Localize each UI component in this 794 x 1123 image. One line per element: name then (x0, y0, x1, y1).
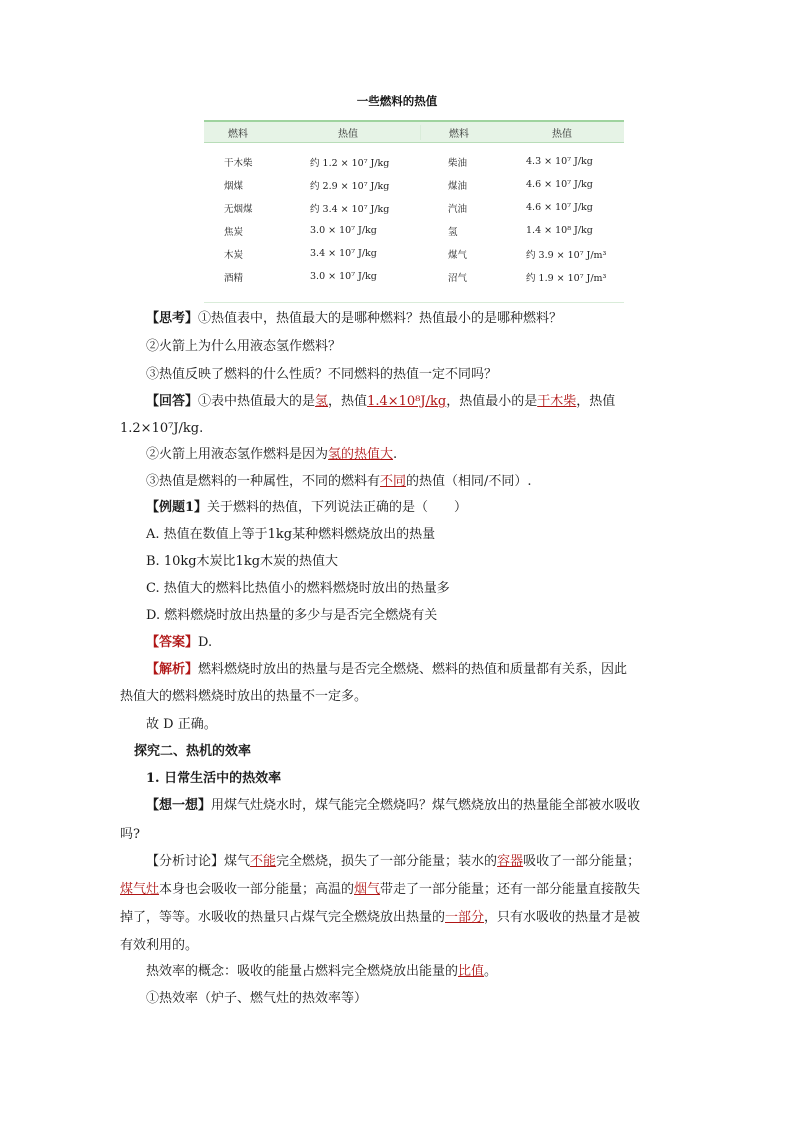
table-cell: 4.6 × 10⁷ J/kg (526, 179, 593, 190)
table-body (204, 143, 624, 302)
efficiency-concept: 热效率的概念：吸收的能量占燃料完全燃烧放出能量的比值。 (146, 964, 498, 979)
answer-label: 【回答】 (146, 394, 199, 409)
explanation-tag: 【解析】 (146, 662, 199, 677)
table-cell: 干木柴 (224, 157, 253, 169)
blank-answer: 氢 (315, 394, 329, 409)
header-fuel: 燃料 (228, 128, 248, 140)
example-label: 【例题1】 (146, 500, 208, 515)
think-question-1: 【思考】①热值表中，热值最大的是哪种燃料？热值最小的是哪种燃料？ (146, 311, 563, 326)
table-cell: 4.6 × 10⁷ J/kg (526, 202, 593, 213)
blank-answer: 比值 (458, 964, 485, 979)
table-cell: 约 1.2 × 10⁷ J/kg (310, 157, 390, 169)
header-heat-value: 热值 (338, 128, 358, 140)
section-heading: 探究二、热机的效率 (134, 744, 252, 759)
table-cell: 3.0 × 10⁷ J/kg (310, 225, 377, 236)
efficiency-item-1: ①热效率（炉子、燃气灶的热效率等） (146, 991, 368, 1006)
table-cell: 酒精 (224, 272, 244, 284)
table-row (204, 219, 624, 242)
table-cell: 柴油 (448, 157, 468, 169)
table-row (204, 196, 624, 219)
explanation-line-2: 热值大的燃料燃烧时放出的热量不一定多。 (120, 689, 368, 704)
answer-line-3: ③热值是燃料的一种属性，不同的燃料有不同的热值（相同/不同）. (146, 474, 532, 489)
table-cell: 3.4 × 10⁷ J/kg (310, 248, 377, 259)
answer-line-1-cont: 1.2×10⁷J/kg. (120, 421, 204, 436)
example-stem: 【例题1】关于燃料的热值，下列说法正确的是（ ） (146, 500, 468, 515)
table-row (204, 173, 624, 196)
table-row (204, 242, 624, 265)
think-question-3: ③热值反映了燃料的什么性质？不同燃料的热值一定不同吗？ (146, 367, 498, 382)
table-cell: 无烟煤 (224, 203, 253, 215)
option-a: A. 热值在数值上等于1kg某种燃料燃烧放出的热量 (146, 527, 436, 542)
think-label: 【思考】 (146, 311, 199, 326)
fuel-heat-value-table (204, 120, 624, 303)
option-b: B. 10kg木炭比1kg木炭的热值大 (146, 554, 339, 569)
explanation-conclusion: 故 D 正确。 (146, 717, 217, 732)
discussion-label: 【分析讨论】 (146, 854, 225, 869)
table-cell: 1.4 × 10⁸ J/kg (526, 225, 593, 236)
discussion-line-1: 【分析讨论】煤气不能完全燃烧，损失了一部分能量；装水的容器吸收了一部分能量； (146, 854, 641, 869)
discussion-line-2: 煤气灶本身也会吸收一部分能量；高温的烟气带走了一部分能量；还有一部分能量直接散失 (120, 882, 641, 897)
blank-answer: 不同 (380, 474, 407, 489)
subsection-heading: 1. 日常生活中的热效率 (146, 771, 282, 786)
think-question-2: ②火箭上为什么用液态氢作燃料？ (146, 339, 342, 354)
blank-answer: 一部分 (445, 910, 485, 925)
blank-answer: 氢的热值大 (328, 447, 394, 462)
table-cell: 4.3 × 10⁷ J/kg (526, 156, 593, 167)
think-prompt-line-2: 吗? (120, 827, 140, 842)
blank-answer: 容器 (497, 854, 524, 869)
table-cell: 煤油 (448, 180, 468, 192)
option-d: D. 燃料燃烧时放出热量的多少与是否完全燃烧有关 (146, 608, 438, 623)
answer-line-2: ②火箭上用液态氢作燃料是因为氢的热值大. (146, 447, 398, 462)
table-cell: 木炭 (224, 249, 244, 261)
table-cell: 沼气 (448, 272, 468, 284)
table-cell: 焦炭 (224, 226, 244, 238)
answer-line-1: 【回答】①表中热值最大的是氢，热值1.4×10⁸J/kg，热值最小的是干木柴，热值 (146, 394, 616, 409)
header-fuel: 燃料 (420, 125, 492, 140)
table-title: 一些燃料的热值 (356, 94, 438, 108)
blank-answer: 煤气灶 (120, 882, 160, 897)
table-header-row (204, 122, 624, 143)
blank-answer: 不能 (250, 854, 277, 869)
blank-answer: 1.4×10⁸J/kg (367, 394, 447, 409)
explanation-line-1: 【解析】燃料燃烧时放出的热量与是否完全燃烧、燃料的热值和质量都有关系，因此 (146, 662, 628, 677)
option-c: C. 热值大的燃料比热值小的燃料燃烧时放出的热量多 (146, 581, 450, 596)
discussion-line-3: 掉了，等等。水吸收的热量只占煤气完全燃烧放出热量的一部分，只有水吸收的热量才是被 (120, 910, 641, 925)
table-cell: 约 3.9 × 10⁷ J/m³ (526, 249, 607, 261)
table-cell: 煤气 (448, 249, 468, 261)
think-prompt-label: 【想一想】 (146, 798, 212, 813)
example-answer: 【答案】D. (146, 635, 213, 650)
table-row (204, 150, 624, 173)
header-heat-value: 热值 (552, 128, 572, 140)
table-row (204, 265, 624, 288)
blank-answer: 烟气 (354, 882, 381, 897)
answer-tag: 【答案】 (146, 635, 199, 650)
table-cell: 氢 (448, 226, 458, 238)
table-cell: 约 3.4 × 10⁷ J/kg (310, 203, 390, 215)
table-cell: 约 1.9 × 10⁷ J/m³ (526, 272, 607, 284)
table-cell: 汽油 (448, 203, 468, 215)
table-cell: 约 2.9 × 10⁷ J/kg (310, 180, 390, 192)
discussion-line-4: 有效利用的。 (120, 938, 199, 953)
table-cell: 烟煤 (224, 180, 244, 192)
think-prompt-line-1: 【想一想】用煤气灶烧水时，煤气能完全燃烧吗？煤气燃烧放出的热量能全部被水吸收 (146, 798, 641, 813)
blank-answer: 干木柴 (537, 394, 577, 409)
table-cell: 3.0 × 10⁷ J/kg (310, 271, 377, 282)
